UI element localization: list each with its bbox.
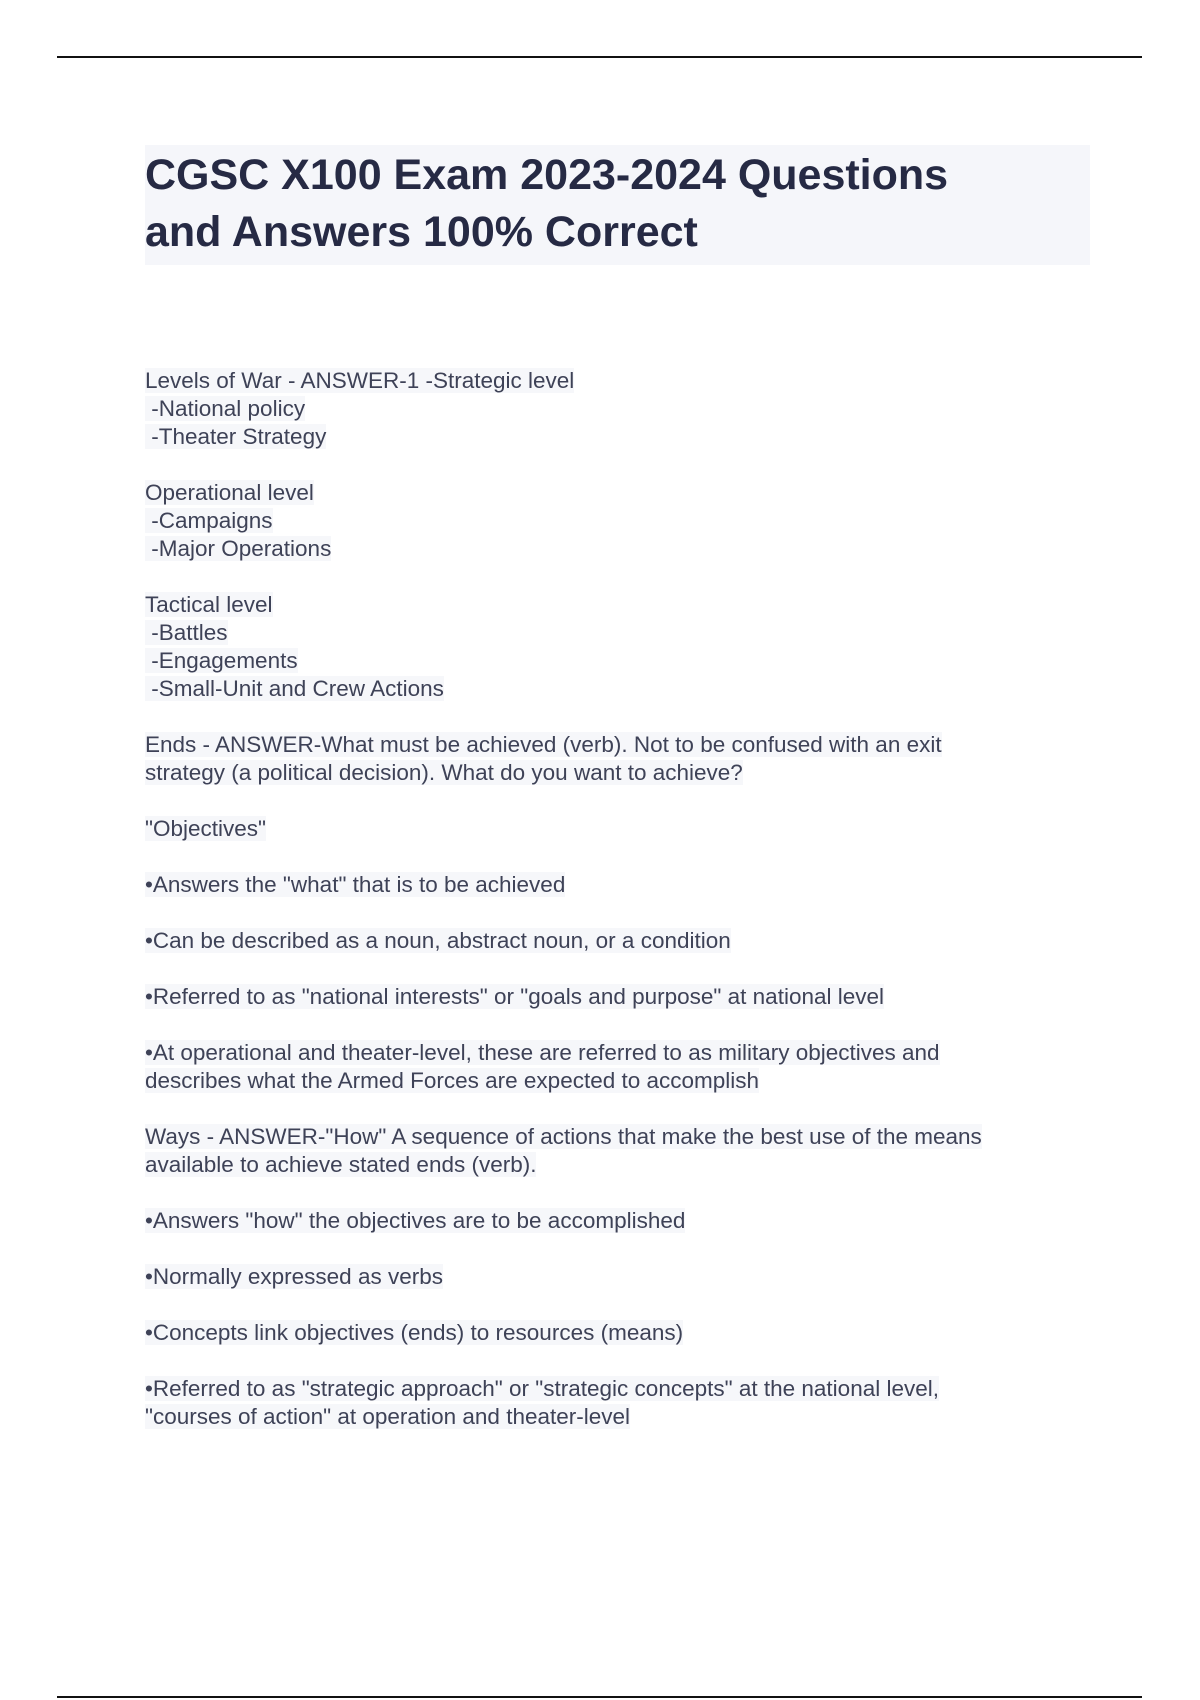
levels-of-war-tactical [145, 591, 1085, 703]
list-item: -Major Operations [145, 536, 332, 561]
bullet-text: •Concepts link objectives (ends) to resources (means) [145, 1320, 684, 1345]
bullet-text: •At operational and theater-level, these are referred to as military objectives and [145, 1040, 940, 1065]
title-line-1: CGSC X100 Exam 2023-2024 Questions [145, 151, 949, 199]
levels-of-war-operational [145, 479, 1085, 563]
ways-bullet-4 [145, 1375, 1085, 1431]
ends-line-2: strategy (a political decision). What do you want to achieve? [145, 760, 743, 785]
ways-bullet-1 [145, 1207, 1085, 1235]
ends-objectives [145, 815, 1085, 843]
levels-of-war-strategic [145, 367, 1085, 451]
ways-bullet-3 [145, 1319, 1085, 1347]
list-item: -National policy [145, 396, 306, 421]
ends-answer [145, 731, 1085, 787]
list-item: -Battles [145, 620, 228, 645]
ends-bullet-2 [145, 927, 1085, 955]
bullet-text: •Answers "how" the objectives are to be accomplished [145, 1208, 686, 1233]
bullet-text: "courses of action" at operation and theater-level [145, 1404, 631, 1429]
ends-bullet-3 [145, 983, 1085, 1011]
document-body [145, 367, 1085, 1459]
bullet-text: •Can be described as a noun, abstract noun, or a condition [145, 928, 731, 953]
page-title [145, 145, 1090, 265]
list-item: -Engagements [145, 648, 298, 673]
ways-line-2: available to achieve stated ends (verb). [145, 1152, 537, 1177]
top-rule [57, 56, 1142, 58]
bullet-text: •Answers the "what" that is to be achieved [145, 872, 566, 897]
ends-line-1: Ends - ANSWER-What must be achieved (verb). Not to be confused with an exit [145, 732, 942, 757]
title-line-2: and Answers 100% Correct [145, 208, 698, 256]
bullet-text: •Normally expressed as verbs [145, 1264, 443, 1289]
tactical-heading: Tactical level [145, 592, 273, 617]
bullet-text: •Referred to as "national interests" or "goals and purpose" at national level [145, 984, 885, 1009]
operational-heading: Operational level [145, 480, 314, 505]
ways-answer [145, 1123, 1085, 1179]
ways-bullet-2 [145, 1263, 1085, 1291]
ways-line-1: Ways - ANSWER-"How" A sequence of actions that make the best use of the means [145, 1124, 982, 1149]
bullet-text: •Referred to as "strategic approach" or "strategic concepts" at the national level, [145, 1376, 939, 1401]
bottom-rule [57, 1696, 1142, 1698]
bullet-text: describes what the Armed Forces are expected to accomplish [145, 1068, 760, 1093]
levels-of-war-heading: Levels of War - ANSWER-1 -Strategic level [145, 368, 575, 393]
list-item: -Theater Strategy [145, 424, 327, 449]
list-item: -Small-Unit and Crew Actions [145, 676, 444, 701]
ends-bullet-1 [145, 871, 1085, 899]
ends-bullet-4 [145, 1039, 1085, 1095]
objectives-label: "Objectives" [145, 816, 267, 841]
list-item: -Campaigns [145, 508, 273, 533]
